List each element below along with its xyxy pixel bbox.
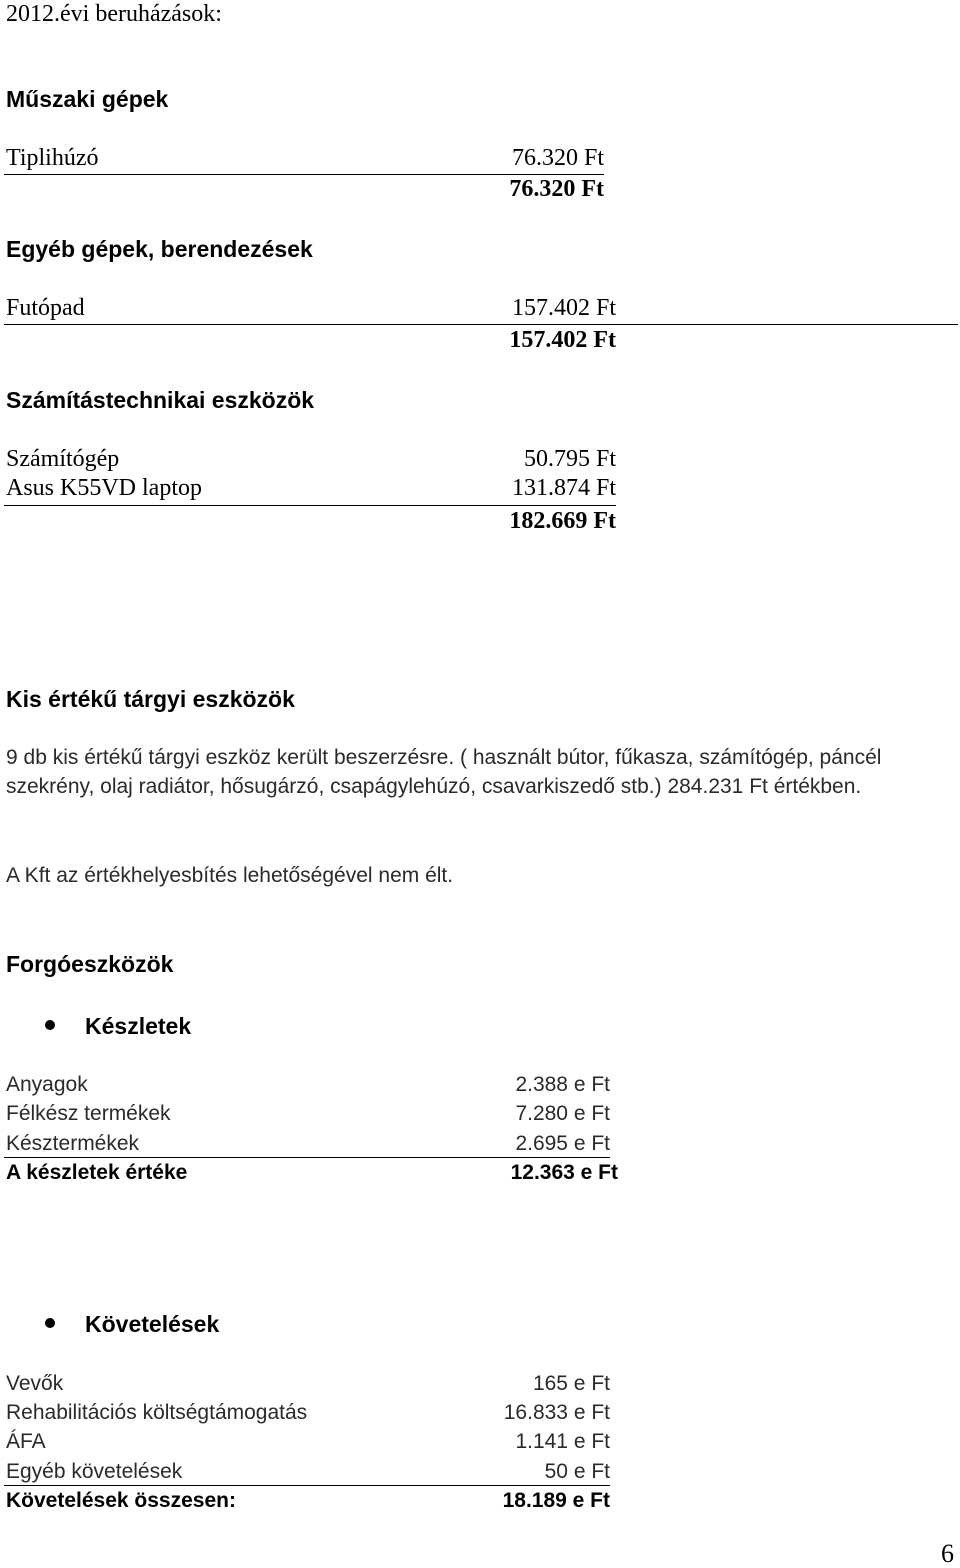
section-title-egyeb-gepek: Egyéb gépek, berendezések bbox=[6, 236, 313, 262]
subsection-title-kovetelesek: Követelések bbox=[85, 1311, 220, 1337]
section-title-szamitastechnika: Számítástechnikai eszközök bbox=[6, 387, 315, 413]
table-rule bbox=[4, 1157, 610, 1158]
bullet-icon bbox=[45, 1020, 55, 1030]
section-title-forgoeszkozok: Forgóeszközök bbox=[6, 951, 174, 977]
item-value: 2.388 e Ft bbox=[515, 1073, 610, 1096]
item-name: Tiplihúzó bbox=[6, 145, 99, 171]
total-label: A készletek értéke bbox=[6, 1161, 188, 1184]
table-rule bbox=[4, 505, 616, 506]
item-value: 1.141 e Ft bbox=[515, 1430, 610, 1453]
item-value: 165 e Ft bbox=[532, 1372, 610, 1395]
total-label: Követelések összesen: bbox=[6, 1489, 236, 1512]
bullet-icon bbox=[45, 1318, 55, 1328]
item-name: Rehabilitációs költségtámogatás bbox=[6, 1401, 308, 1424]
table-rule bbox=[4, 324, 958, 325]
item-value: 76.320 Ft bbox=[511, 145, 604, 171]
item-value: 2.695 e Ft bbox=[515, 1132, 610, 1155]
item-name: Egyéb követelések bbox=[6, 1460, 183, 1483]
paragraph-line: 9 db kis értékű tárgyi eszköz került beszerzésre. ( használt bútor, fűkasza, számítógép, páncél bbox=[6, 746, 882, 769]
section-total: 182.669 Ft bbox=[509, 508, 616, 534]
paragraph-ertekhelyesbites: A Kft az értékhelyesbítés lehetőségével nem élt. bbox=[6, 864, 454, 887]
page-header: 2012.évi beruházások: bbox=[6, 1, 222, 27]
item-name: Vevők bbox=[6, 1372, 64, 1395]
item-value: 131.874 Ft bbox=[511, 475, 616, 501]
subsection-title-keszletek: Készletek bbox=[85, 1013, 192, 1039]
section-total: 157.402 Ft bbox=[509, 327, 616, 353]
table-rule bbox=[4, 1485, 610, 1486]
item-name: ÁFA bbox=[6, 1430, 46, 1453]
section-title-muszaki: Műszaki gépek bbox=[6, 86, 169, 112]
item-value: 50 e Ft bbox=[544, 1460, 610, 1483]
item-name: Futópad bbox=[6, 295, 85, 321]
item-value: 157.402 Ft bbox=[511, 295, 616, 321]
item-name: Asus K55VD laptop bbox=[6, 475, 202, 501]
paragraph-line: szekrény, olaj radiátor, hősugárzó, csapágylehúzó, csavarkiszedő stb.) 284.231 Ft értékben. bbox=[6, 775, 862, 798]
section-title-kis-ertek: Kis értékű tárgyi eszközök bbox=[6, 686, 295, 712]
page-number: 6 bbox=[941, 1539, 954, 1568]
item-value: 50.795 Ft bbox=[523, 446, 616, 472]
item-name: Késztermékek bbox=[6, 1132, 140, 1155]
total-value: 12.363 e Ft bbox=[510, 1161, 618, 1184]
item-value: 7.280 e Ft bbox=[515, 1102, 610, 1125]
item-name: Számítógép bbox=[6, 446, 120, 472]
total-value: 18.189 e Ft bbox=[502, 1489, 610, 1512]
item-value: 16.833 e Ft bbox=[503, 1401, 610, 1424]
item-name: Anyagok bbox=[6, 1073, 88, 1096]
section-total: 76.320 Ft bbox=[509, 176, 604, 202]
item-name: Félkész termékek bbox=[6, 1102, 171, 1125]
